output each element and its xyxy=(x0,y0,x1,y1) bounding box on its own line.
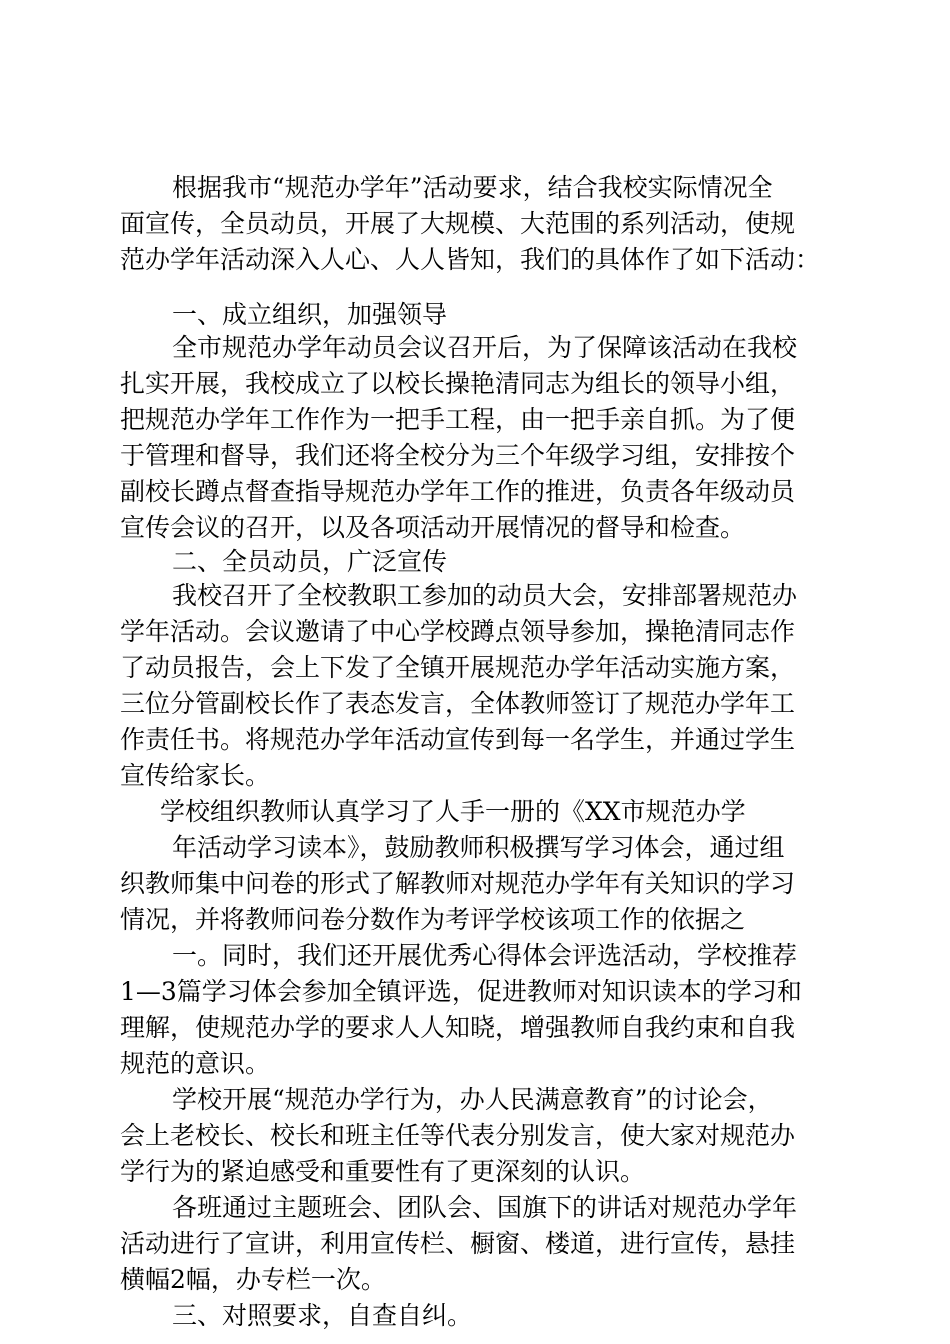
heading-2: 二、全员动员，广泛宣传 xyxy=(172,547,448,576)
para-4-line-3: 织教师集中问卷的形式了解教师对规范办学年有关知识的学习 xyxy=(120,869,796,898)
heading-3: 三、对照要求，自查自纠。 xyxy=(172,1301,473,1330)
para-4-line-1: 学校组织教师认真学习了人手一册的《XX市规范办学 xyxy=(160,797,746,826)
para-2-line-4: 于管理和督导，我们还将全校分为三个年级学习组，安排按个 xyxy=(120,441,796,470)
para-3-line-2: 学年活动。会议邀请了中心学校蹲点领导参加，操艳清同志作 xyxy=(120,617,796,646)
para-2-line-5: 副校长蹲点督查指导规范办学年工作的推进，负责各年级动员 xyxy=(120,477,796,506)
para-2-line-1: 全市规范办学年动员会议召开后，为了保障该活动在我校 xyxy=(172,333,798,362)
heading-1: 一、成立组织，加强领导 xyxy=(172,300,448,329)
para-3-line-5: 作责任书。将规范办学年活动宣传到每一名学生，并通过学生 xyxy=(120,725,796,754)
para-6-line-2: 活动进行了宣讲，利用宣传栏、橱窗、楼道，进行宣传，悬挂 xyxy=(120,1229,796,1258)
para-2-line-6: 宣传会议的召开，以及各项活动开展情况的督导和检查。 xyxy=(120,513,746,542)
para-5-line-1: 学校开展“规范办学行为，办人民满意教育”的讨论会， xyxy=(172,1085,773,1114)
para-2-line-2: 扎实开展，我校成立了以校长操艳清同志为组长的领导小组， xyxy=(120,369,796,398)
para-3-line-3: 了动员报告，会上下发了全镇开展规范办学年活动实施方案， xyxy=(120,653,796,682)
para-3-line-1: 我校召开了全校教职工参加的动员大会，安排部署规范办 xyxy=(172,581,798,610)
para-1-line-2: 面宣传，全员动员，开展了大规模、大范围的系列活动，使规 xyxy=(120,209,796,238)
para-6-line-3: 横幅2幅，办专栏一次。 xyxy=(120,1265,386,1294)
para-1-line-1: 根据我市“规范办学年”活动要求，结合我校实际情况全 xyxy=(172,173,773,202)
para-1-line-3: 范办学年活动深入人心、人人皆知，我们的具体作了如下活动： xyxy=(120,245,821,274)
para-3-line-6: 宣传给家长。 xyxy=(120,761,271,790)
para-4-line-2: 年活动学习读本》，鼓励教师积极撰写学习体会，通过组 xyxy=(172,833,785,862)
para-6-line-1: 各班通过主题班会、团队会、国旗下的讲话对规范办学年 xyxy=(172,1193,798,1222)
para-5-line-2: 会上老校长、校长和班主任等代表分别发言，使大家对规范办 xyxy=(120,1121,796,1150)
para-3-line-4: 三位分管副校长作了表态发言，全体教师签订了规范办学年工 xyxy=(120,689,796,718)
para-4-line-8: 规范的意识。 xyxy=(120,1049,271,1078)
para-2-line-3: 把规范办学年工作作为一把手工程，由一把手亲自抓。为了便 xyxy=(120,405,796,434)
para-4-line-7: 理解，使规范办学的要求人人知晓，增强教师自我约束和自我 xyxy=(120,1013,796,1042)
para-4-line-5: 一。同时，我们还开展优秀心得体会评选活动，学校推荐 xyxy=(172,941,798,970)
para-4-line-4: 情况，并将教师问卷分数作为考评学校该项工作的依据之 xyxy=(120,905,746,934)
para-4-line-6: 1—3篇学习体会参加全镇评选，促进教师对知识读本的学习和 xyxy=(120,977,802,1006)
para-5-line-3: 学行为的紧迫感受和重要性有了更深刻的认识。 xyxy=(120,1157,646,1186)
